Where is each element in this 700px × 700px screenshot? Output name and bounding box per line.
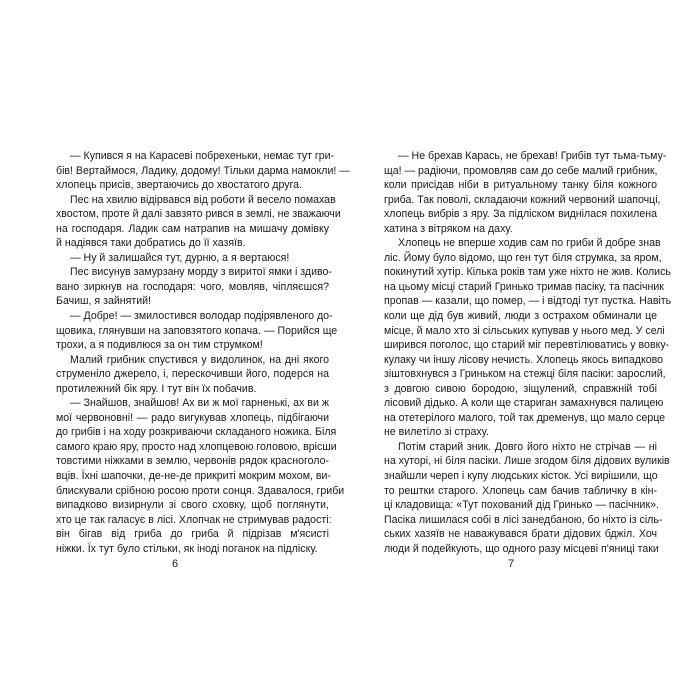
text-line: хто це так галасує в лісі. Хлопчак не стримував радості: — [56, 513, 332, 526]
text-line: з довгою сивою бородою, зіщулений, справжній тобі — [384, 382, 657, 395]
text-line: ща! — радіючи, промовляв сам до себе малий грибник, — [384, 164, 658, 177]
text-line: ліс. Йому було відомо, що ген тут біля струмка, за яром, — [384, 251, 662, 264]
paragraph — [42, 309, 338, 353]
text-line: коли ще дід був живий, люди з острахом обминали це — [384, 310, 657, 323]
text-line: самого краю яру, просто над хлопцевою головою, врісши — [56, 440, 337, 453]
text-line: Бачиш, я зайнятий! — [56, 295, 151, 308]
text-line: покинутий хутір. Кілька років там уже ніхто не жив. Колись — [384, 266, 671, 279]
text-line: — Ну й залишайся тут, дурню, а я вертаюся! — [70, 251, 290, 264]
text-line: не вилетіло зі страху. — [384, 426, 489, 439]
text-line: струменіло джерело, і, перескочивши його, подерся на — [56, 368, 329, 381]
paragraph — [370, 440, 670, 556]
text-line: кулаку чи іншу лісову нечисть. Хлопець якось випадково — [384, 353, 664, 366]
text-line: й надіявся таки добратись до її хазяїв. — [56, 237, 246, 250]
text-line: трохи, а я подивлюся за он тим струмком! — [56, 339, 263, 352]
paragraph — [42, 193, 341, 251]
text-line: ських хазяїв не наважувався брати дідових бджіл. Хоч — [384, 528, 657, 541]
text-line: ніжки. Їх тут було стільки, як іноді поганок на підліску. — [56, 542, 318, 555]
right-page-text — [370, 149, 672, 556]
text-line: товстими ніжками в землю, червонів рядок красноголо- — [56, 455, 329, 468]
text-line: ширився поголос, що старий міг перевтілюватись у вовку- — [384, 339, 670, 352]
left-page-number: 6 — [171, 558, 179, 570]
text-line: Пес на хвилю відірвався від роботи й весело помахав — [70, 193, 336, 206]
text-line: блискували срібною росою проти сонця. Здавалося, гриби — [56, 484, 345, 497]
text-line: на господаря. Ладик сам натрапив на мишачу домівку — [56, 222, 329, 235]
paragraph — [370, 149, 667, 236]
paragraph — [42, 149, 350, 193]
text-line: — Купився я на Карасеві побрехеньки, немає тут гри- — [70, 150, 335, 162]
text-line: Малий грибник спустився у видолинок, на дні якого — [70, 353, 329, 366]
text-line: гриба. Так поволі, складаючи кожний червоний шапочці, — [384, 193, 661, 206]
text-line: знайшли череп і купу людських кісток. Усі вирішили, що — [384, 470, 658, 483]
text-line: хвостом, проте й далі завзято рився в землі, не зважаючи — [56, 208, 341, 221]
text-line: він бігав від гриба до гриба й підрізав м'ясисті — [56, 528, 329, 541]
text-line: люди й подейкують, що одного разу місцеві п'яниці таки — [384, 542, 659, 555]
text-line: випадково визирнули зі свого сховку, щоб поглянути, — [56, 499, 329, 512]
text-line: на цьому місці старий Гринько тримав пасіку, та пасічник — [384, 280, 664, 293]
paragraph — [42, 265, 332, 309]
text-line: пропав — казали, що помер, — і відтоді тут пустка. Навіть — [384, 295, 672, 308]
text-line: до грибів і на ходу розкриваючи складаного ножика. Біля — [56, 426, 337, 439]
text-line: мої червоновні! — радо вигукував хлопець, підбігаючи — [56, 411, 329, 424]
text-line: Хлопець не вперше ходив сам по гриби й добре знав — [398, 237, 661, 250]
text-line: протилежний бік яру. І тут він їх побачив. — [56, 382, 257, 395]
text-line: — Не брехав Карась, не брехав! Грибів тут тьма-тьму- — [398, 150, 667, 162]
left-page-text — [42, 149, 350, 556]
text-line: хатина з вітряком на даху. — [384, 222, 513, 235]
text-line: на отетерілого малого, той так дременув, що мало серце — [384, 411, 666, 424]
text-line: хлопець присів, звертаючись до хвостатого друга. — [56, 179, 303, 192]
paragraph — [42, 251, 329, 266]
text-line: щовика, глянувши на заповзятого копача. — Порийся ще — [56, 324, 338, 337]
paragraph — [42, 353, 329, 397]
paragraph — [370, 236, 672, 440]
right-page-number: 7 — [507, 558, 515, 570]
text-line: — Знайшов, знайшов! Ах ви ж мої гарненькі, ах ви ж — [70, 397, 329, 410]
text-line: лісовий дідько. А коли ще стариган замахнувся палицею — [384, 397, 664, 410]
text-line: на хуторі, ні біля пасіки. Лише згодом біля дідових вуликів — [384, 455, 670, 468]
text-line: бів! Вертаймося, Ладику, додому! Тільки дарма намокли! — — [56, 164, 350, 177]
text-line: хлопець вибрів з яру. За підліском виднілася похилена — [384, 208, 657, 221]
text-line: вців. Їхні шапочки, де-не-де прикриті мокрим мохом, ви- — [56, 470, 331, 483]
text-line: вано зиркнув на господаря: чого, мовляв, чіпляєшся? — [56, 280, 329, 293]
text-line: Пес висунув замурзану морду з виритої ямки і здиво- — [70, 266, 332, 279]
paragraph — [42, 396, 345, 556]
text-line: зіштовхнувся з Гриньком на стежці біля пасіки: зарослий, — [384, 368, 666, 381]
text-line: місце, й мало хто зі сільських купував у нього мед. У селі — [384, 324, 665, 337]
text-line: — Добре! — змилостився володар подірявленого до- — [70, 310, 333, 323]
text-line: то рештки старого. Хлопець сам бачив табличку в кін- — [384, 484, 657, 497]
text-line: Пасіка лишилася собі в лісі занедбаною, бо ніхто із сіль- — [384, 513, 663, 526]
text-line: Потім старий зник. Довго його ніхто не стрічав — ні — [398, 440, 657, 453]
text-line: коли присідав ніби в ритуальному танку біля кожного — [384, 179, 657, 192]
text-line: ці кладовища: «Тут похований дід Гринько — пасічник». — [384, 499, 659, 512]
